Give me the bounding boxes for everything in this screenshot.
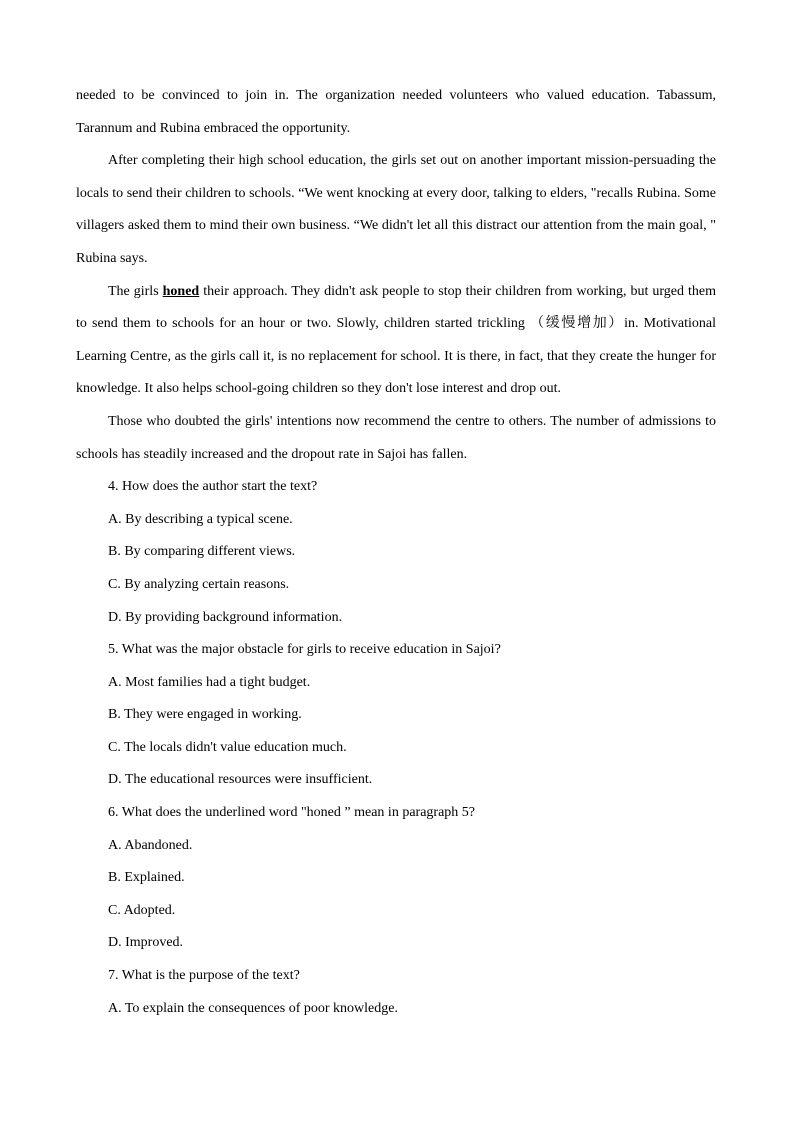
question-6-option-c: C. Adopted.: [108, 902, 176, 918]
paragraph-1: needed to be convinced to join in. The organization needed volunteers who valued education. Tabassum, Tarannum and Rubina embraced the opportunity.: [76, 88, 716, 136]
document-page: [76, 80, 716, 1025]
question-5-stem: 5. What was the major obstacle for girls to receive education in Sajoi?: [108, 642, 501, 658]
question-5-option-c: C. The locals didn't value education much.: [108, 739, 347, 755]
question-7-option-a: A. To explain the consequences of poor knowledge.: [108, 1000, 398, 1016]
question-6-option-a: A. Abandoned.: [108, 837, 193, 853]
question-5-option-a: A. Most families had a tight budget.: [108, 674, 311, 690]
question-6-stem: 6. What does the underlined word "honed ” mean in paragraph 5?: [108, 805, 476, 821]
question-7-stem: 7. What is the purpose of the text?: [108, 968, 300, 984]
paragraph-4: Those who doubted the girls' intentions now recommend the centre to others. The number of admissions to schools has steadily increased and the dropout rate in Sajoi has fallen.: [76, 413, 716, 462]
question-4-option-b: B. By comparing different views.: [108, 544, 296, 560]
question-5-option-b: B. They were engaged in working.: [108, 707, 302, 723]
question-4-option-a: A. By describing a typical scene.: [108, 511, 293, 527]
question-5-option-d: D. The educational resources were insufficient.: [108, 772, 373, 788]
question-4-option-d: D. By providing background information.: [108, 609, 343, 625]
question-4-stem: 4. How does the author start the text?: [108, 479, 318, 495]
paragraph-2: After completing their high school education, the girls set out on another important mission-persuading the locals to send their children to schools. “We went knocking at every door, talking to elders, "recalls Rubina. Some villagers asked them to mind their own business. “We didn't let all this distract our attention from the main goal, " Rubina says.: [76, 153, 716, 266]
question-4-option-c: C. By analyzing certain reasons.: [108, 576, 290, 592]
paragraph-3-before: The girls: [108, 283, 163, 299]
question-6-option-b: B. Explained.: [108, 870, 185, 886]
paragraph-3-after: their approach. They didn't ask people to stop their children from working, but urged them to send them to schools for an hour or two. Slowly, children started trickling （缓慢增加）in. Motivational Learning Centre, as the girls call it, is no replacement for school. It is there, in fact, that they create the hunger for knowledge. It also helps school-going children so they don't lose interest and drop out.: [76, 283, 716, 397]
paragraph-3: [76, 276, 716, 406]
question-6-option-d: D. Improved.: [108, 935, 184, 951]
underlined-word-honed: honed: [162, 283, 200, 299]
